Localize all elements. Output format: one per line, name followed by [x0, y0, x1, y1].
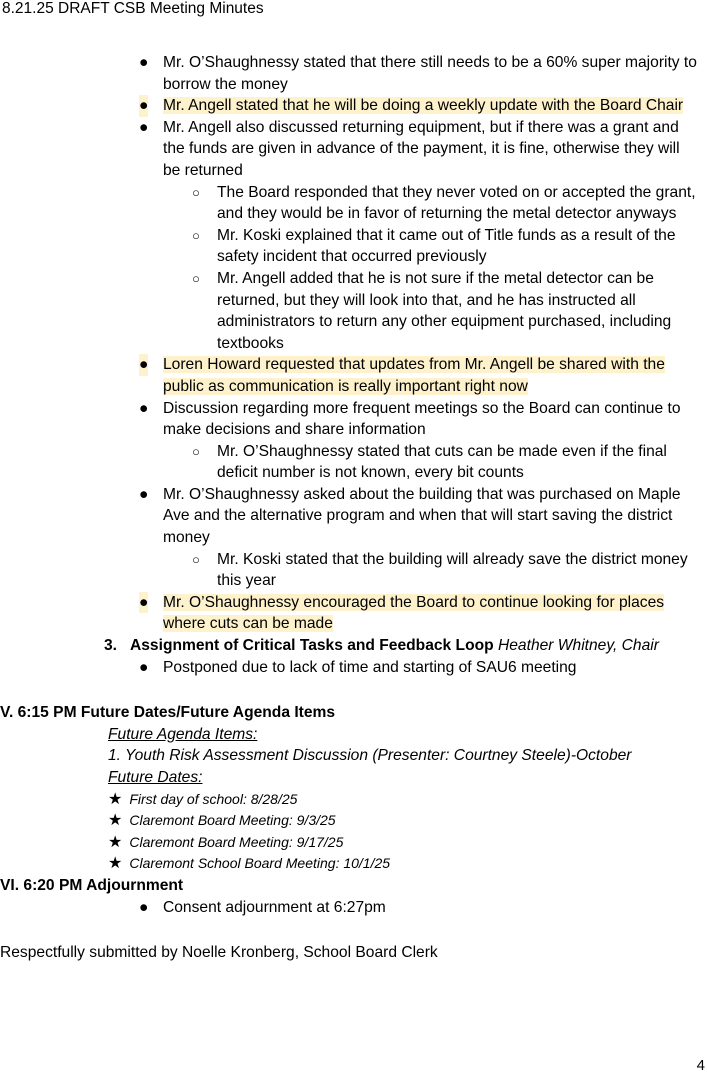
list-item-text: Discussion regarding more frequent meetings so the Board can continue to make decisions and share information [163, 399, 681, 439]
sub-list-item-text: Mr. O’Shaughnessy stated that cuts can be made even if the final deficit number is not known, every bit counts [217, 442, 667, 482]
list-item-text: Loren Howard requested that updates from Mr. Angell be shared with the public as communication is really important right now [163, 356, 665, 395]
list-item-text: Mr. Angell stated that he will be doing a weekly update with the Board Chair [163, 97, 684, 115]
list-item-text: Mr. O’Shaughnessy encouraged the Board to continue looking for places where cuts can be made [163, 593, 665, 633]
list-item-text: Mr. O’Shaughnessy asked about the building that was purchased on Maple Ave and the alternative program and when that will start saving the district money [163, 485, 681, 547]
bullet-icon: ● [139, 898, 149, 916]
list-item-highlighted [0, 592, 707, 635]
list-item-highlighted [0, 354, 707, 397]
star-icon: ★ [108, 812, 123, 830]
list-item-highlighted [0, 95, 707, 117]
bullet-icon: ● [139, 592, 148, 614]
star-icon: ★ [108, 790, 123, 808]
agenda-item-presenter: Heather Whitney, Chair [498, 637, 659, 655]
future-date-item [0, 789, 707, 811]
hollow-bullet-icon: ○ [192, 227, 200, 243]
bullet-icon: ● [139, 118, 149, 136]
list-item [0, 398, 707, 441]
future-date-item [0, 853, 707, 875]
future-agenda-label: Future Agenda Items: [108, 725, 258, 743]
list-item-text: Mr. O’Shaughnessy stated that there still needs to be a 60% super majority to borrow the money [163, 54, 697, 93]
sub-list-item-text: Mr. Angell added that he is not sure if the metal detector can be returned, but they will look into that, and he has instructed all administrators to return any other equipment purchased, including textbooks [217, 269, 672, 352]
future-date-text: First day of school: 8/28/25 [129, 790, 298, 807]
bullet-icon: ● [139, 399, 149, 417]
minutes-body [0, 52, 707, 964]
list-item [0, 484, 707, 549]
star-icon: ★ [108, 833, 123, 851]
section-heading: V. 6:15 PM Future Dates/Future Agenda Items [0, 704, 336, 722]
hollow-bullet-icon: ○ [192, 551, 200, 567]
list-item [0, 52, 707, 95]
agenda-item-number: 3. [104, 637, 118, 655]
sub-list-item-text: Mr. Koski stated that the building will already save the district money this year [217, 550, 688, 590]
sub-list-item [0, 182, 707, 225]
future-date-item [0, 810, 707, 832]
section-heading: VI. 6:20 PM Adjournment [0, 876, 184, 894]
agenda-item-title: Assignment of Critical Tasks and Feedback Loop [130, 637, 494, 655]
future-date-text: Claremont Board Meeting: 9/3/25 [129, 812, 336, 829]
future-date-item [0, 832, 707, 854]
sub-list-item [0, 441, 707, 484]
list-item-text: Mr. Angell also discussed returning equipment, but if there was a grant and the funds are given in advance of the payment, it is fine, otherwise they will be returned [163, 118, 680, 179]
hollow-bullet-icon: ○ [192, 443, 200, 459]
list-item [0, 657, 707, 679]
list-item-text: Postponed due to lack of time and starting of SAU6 meeting [163, 658, 577, 676]
list-item [0, 897, 707, 919]
signature-line: Respectfully submitted by Noelle Kronberg, School Board Clerk [0, 944, 438, 962]
agenda-item-3 [0, 635, 707, 657]
sub-list-item [0, 225, 707, 268]
document-header: 8.21.25 DRAFT CSB Meeting Minutes [2, 0, 264, 17]
star-icon: ★ [108, 855, 123, 873]
sub-list-item-text: The Board responded that they never voted on or accepted the grant, and they would be in favor of returning the metal detector anyways [217, 183, 696, 223]
future-date-text: Claremont Board Meeting: 9/17/25 [129, 833, 344, 850]
future-date-text: Claremont School Board Meeting: 10/1/25 [129, 855, 391, 872]
bullet-icon: ● [139, 54, 149, 71]
list-item [0, 117, 707, 182]
bullet-icon: ● [139, 354, 148, 376]
sub-list-item-text: Mr. Koski explained that it came out of Title funds as a result of the safety incident that occurred previously [217, 226, 676, 266]
hollow-bullet-icon: ○ [192, 270, 200, 286]
sub-list-item [0, 549, 707, 592]
page-number: 4 [696, 1057, 705, 1074]
hollow-bullet-icon: ○ [192, 184, 200, 200]
future-dates-label: Future Dates: [108, 769, 203, 786]
bullet-icon: ● [139, 485, 149, 503]
list-item-text: Consent adjournment at 6:27pm [163, 898, 386, 916]
sub-list-item [0, 268, 707, 354]
bullet-icon: ● [139, 658, 149, 676]
future-agenda-item: 1. Youth Risk Assessment Discussion (Presenter: Courtney Steele)-October [108, 747, 632, 765]
bullet-icon: ● [139, 95, 148, 117]
